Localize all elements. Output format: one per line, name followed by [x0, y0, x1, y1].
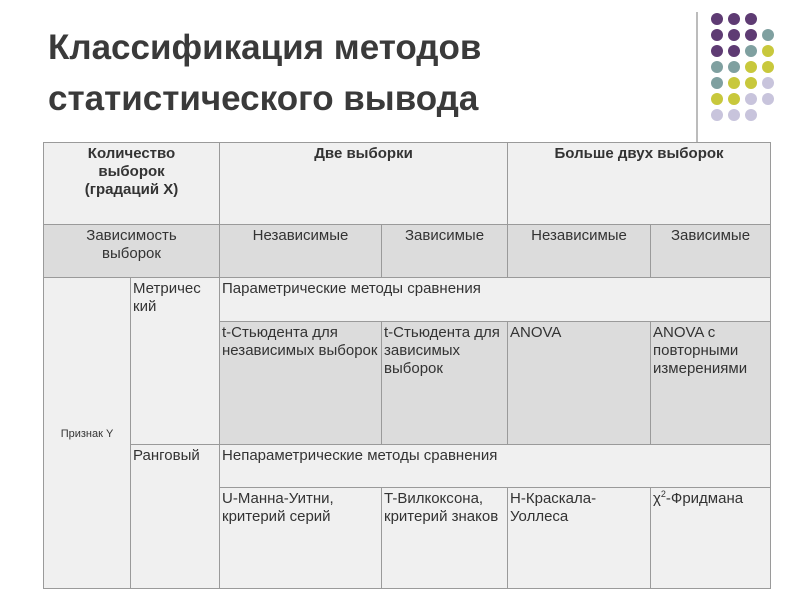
decorative-dot: [745, 93, 757, 105]
decorative-dot: [745, 77, 757, 89]
friedman-label: -Фридмана: [665, 490, 744, 507]
method-t-student-independent: t-Стьюдента для независимых выборок: [220, 322, 382, 445]
decorative-dot: [745, 45, 757, 57]
decorative-dot: [728, 13, 740, 25]
dependency-label: Зависимость выборок: [44, 225, 220, 278]
methods-table: [43, 142, 771, 589]
header-more-samples: Больше двух выборок: [508, 143, 771, 225]
decorative-dot: [711, 93, 723, 105]
metric-group-row: [44, 278, 771, 322]
feature-y-label: Признак Y: [44, 278, 131, 589]
decorative-dot: [728, 77, 740, 89]
chi-symbol: χ: [653, 490, 661, 507]
decorative-dot: [728, 109, 740, 121]
slide-title: [48, 22, 668, 124]
decorative-dot: [745, 13, 757, 25]
decorative-dot: [762, 45, 774, 57]
decorative-dot: [711, 61, 723, 73]
method-wilcoxon: T-Вилкоксона, критерий знаков: [382, 488, 508, 589]
two-dependent: Зависимые: [382, 225, 508, 278]
decorative-dot: [728, 61, 740, 73]
header-samples-count: Количество выборок (градаций Х): [44, 143, 220, 225]
decorative-dot: [711, 109, 723, 121]
decorative-dot: [711, 13, 723, 25]
decorative-dot: [762, 77, 774, 89]
header-two-samples: Две выборки: [220, 143, 508, 225]
method-t-student-dependent: t-Стьюдента для зависимых выборок: [382, 322, 508, 445]
parametric-methods-header: Параметрические методы сравнения: [220, 278, 771, 322]
decorative-dot: [745, 29, 757, 41]
method-anova: ANOVA: [508, 322, 651, 445]
more-dependent: Зависимые: [651, 225, 771, 278]
rank-label: Ранговый: [131, 445, 220, 589]
method-mann-whitney: U-Манна-Уитни, критерий серий: [220, 488, 382, 589]
nonparametric-methods-header: Непараметрические методы сравнения: [220, 445, 771, 488]
title-line-2: статистического вывода: [48, 79, 479, 118]
decorative-dot: [728, 29, 740, 41]
decorative-divider: [696, 12, 698, 144]
chi-superscript: 2: [660, 489, 666, 499]
header-row: [44, 143, 771, 225]
method-anova-repeated: ANOVA с повторными измерениями: [651, 322, 771, 445]
title-line-1: Классификация методов: [48, 28, 482, 67]
decorative-dot: [711, 77, 723, 89]
decorative-dot: [762, 61, 774, 73]
two-independent: Независимые: [220, 225, 382, 278]
decorative-dot: [745, 109, 757, 121]
dependency-row: [44, 225, 771, 278]
decorative-dot: [711, 29, 723, 41]
decorative-dot: [728, 93, 740, 105]
method-friedman: [651, 488, 771, 589]
method-kruskal-wallis: H-Краскала-Уоллеса: [508, 488, 651, 589]
metric-label: Метричес кий: [131, 278, 220, 445]
decorative-dot: [762, 29, 774, 41]
decorative-dot: [711, 45, 723, 57]
decorative-dot-grid: [711, 13, 783, 125]
decorative-dot: [745, 61, 757, 73]
decorative-dot: [762, 93, 774, 105]
decorative-dot: [728, 45, 740, 57]
rank-group-row: [44, 445, 771, 488]
more-independent: Независимые: [508, 225, 651, 278]
